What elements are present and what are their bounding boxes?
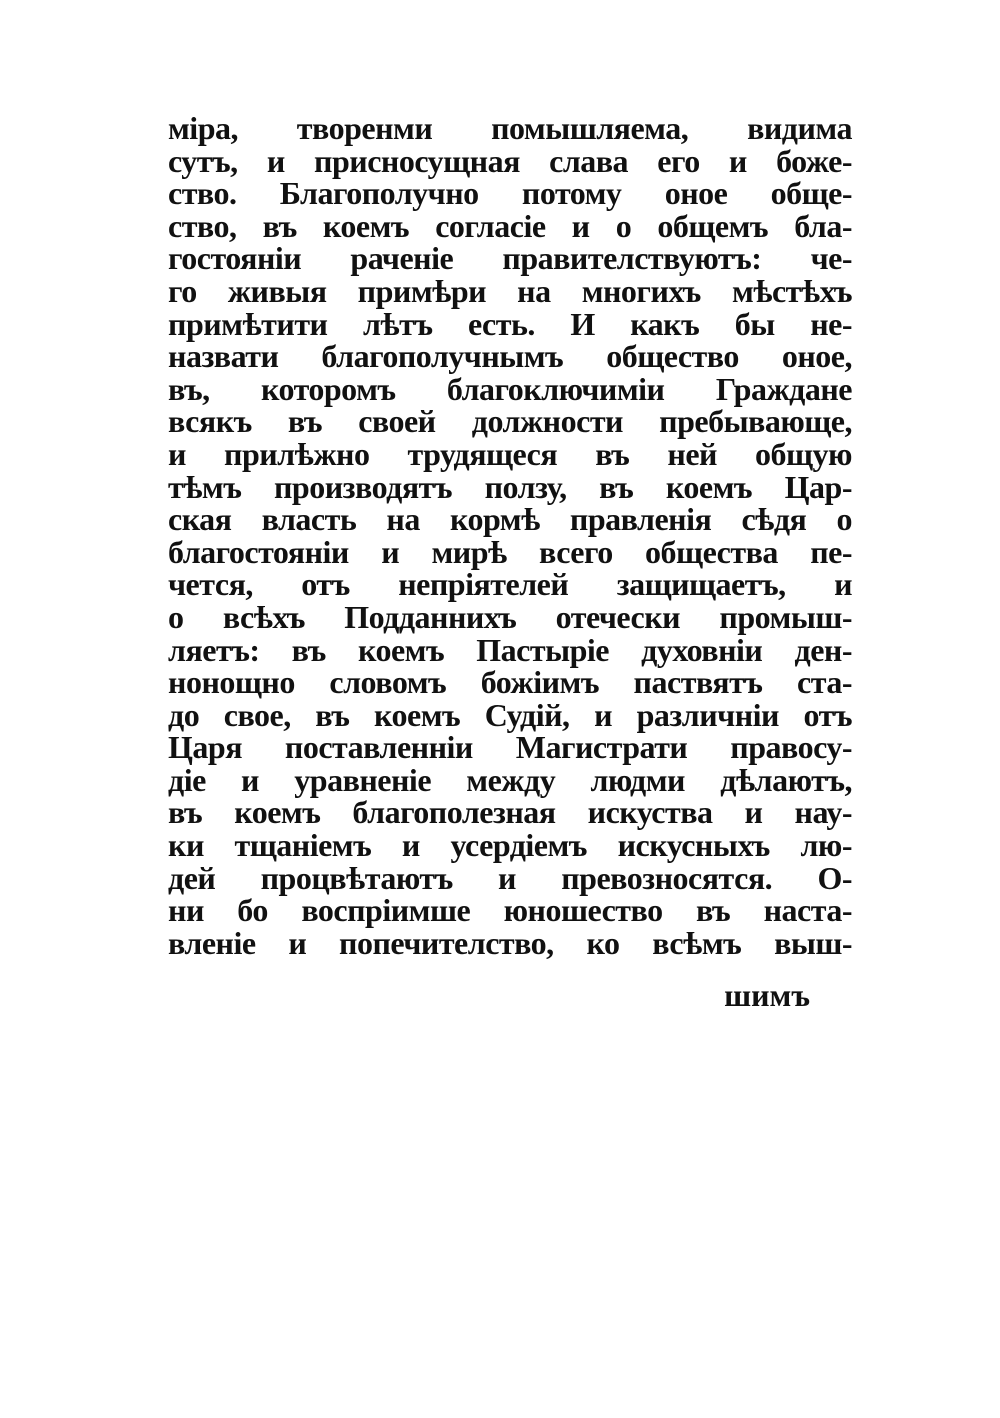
text-line: діе и уравненіе между людми дѣлаютъ, (168, 761, 852, 798)
text-line: въ, которомъ благоключиміи Граждане (168, 370, 852, 407)
text-line: ляетъ: въ коемъ Пастыріе духовніи ден- (168, 631, 852, 668)
text-line: о всѣхъ Подданнихъ отечески промыш- (168, 598, 852, 635)
text-line: чется, отъ непріятелей защищаетъ, и (168, 566, 852, 603)
text-line: ни бо воспріимше юношество въ наста- (168, 892, 852, 929)
text-line: назвати благополучнымъ общество оное, (168, 338, 852, 375)
text-line: до свое, въ коемъ Судій, и различніи отъ (168, 696, 852, 733)
text-line: ство, въ коемъ согласіе и о общемъ бла- (168, 207, 852, 244)
text-line: міра, творенми помышляема, видима (168, 110, 852, 146)
text-line: сутъ, и присносущная слава его и боже- (168, 142, 852, 179)
text-line: го живыя примѣри на многихъ мѣстѣхъ (168, 272, 852, 309)
text-line: Царя поставленніи Магистрати правосу- (168, 729, 852, 766)
catchword: шимъ (724, 977, 810, 1013)
text-line: вленіе и попечителство, ко всѣмъ выш- (168, 924, 852, 961)
text-line: ство. Благополучно потому оное обще- (168, 175, 852, 212)
page-body-text (168, 112, 852, 959)
text-line: ки тщаніемъ и усердіемъ искусныхъ лю- (168, 827, 852, 864)
text-line: гостояніи раченіе правителствуютъ: че- (168, 240, 852, 277)
text-line: всякъ въ своей должности пребывающе, (168, 403, 852, 440)
text-line: благостояніи и мирѣ всего общества пе- (168, 533, 852, 570)
text-line: тѣмъ производятъ ползу, въ коемъ Цар- (168, 468, 852, 505)
text-line: въ коемъ благополезная искуства и нау- (168, 794, 852, 831)
text-line: примѣтити лѣтъ есть. И какъ бы не- (168, 305, 852, 342)
text-line: дей процвѣтаютъ и превозносятся. О- (168, 859, 852, 896)
text-line: и прилѣжно трудящеся въ ней общую (168, 435, 852, 472)
text-line: ская власть на кормѣ правленія сѣдя о (168, 501, 852, 538)
text-line: нонощно словомъ божіимъ паствятъ ста- (168, 664, 852, 701)
